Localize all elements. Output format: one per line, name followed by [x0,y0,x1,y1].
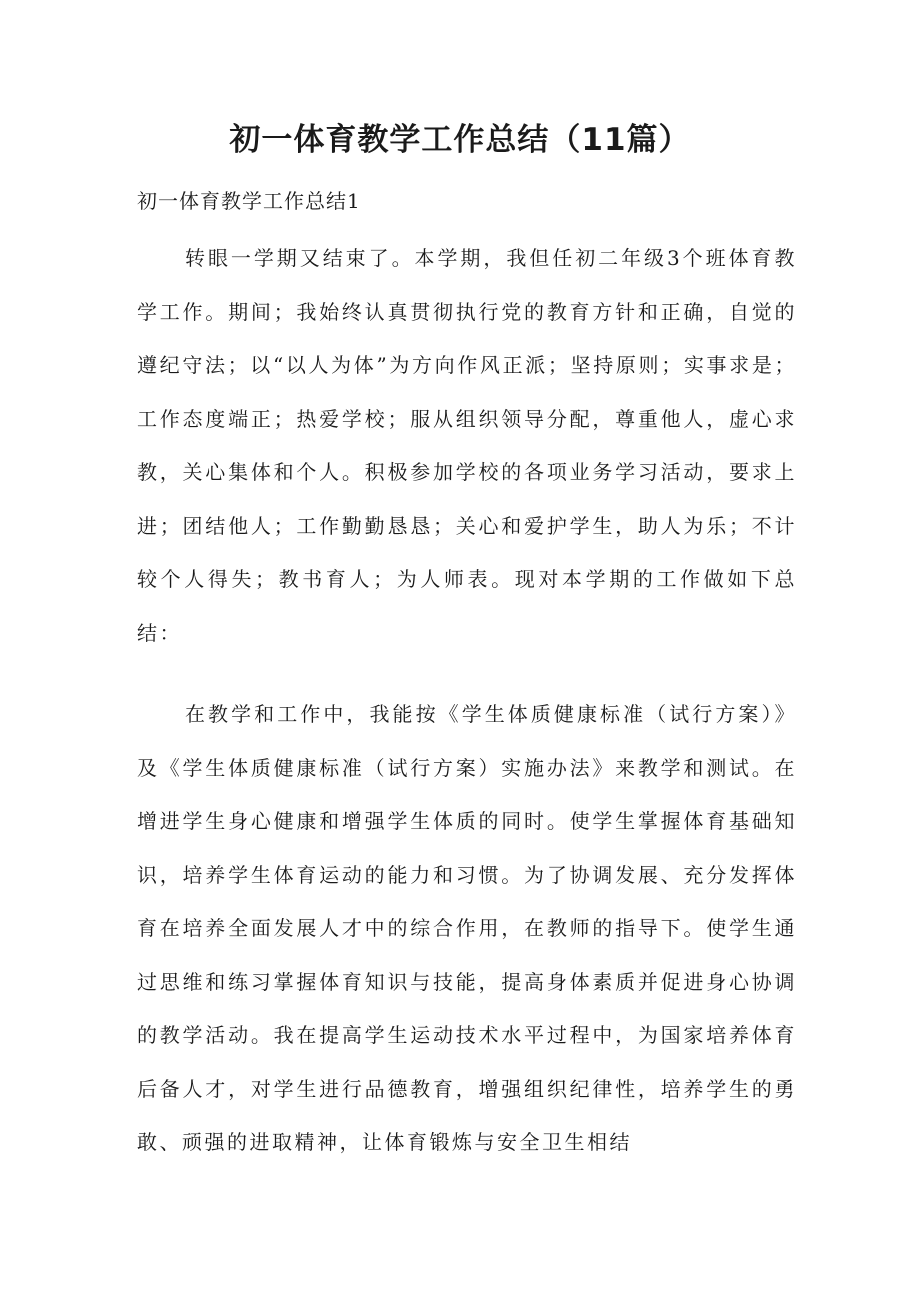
paragraph-2: 在教学和工作中，我能按《学生体质健康标准（试行方案）》及《学生体质健康标准（试行方案）实施办法》来教学和测试。在增进学生身心健康和增强学生体质的同时。使学生掌握体育基础知识，培养学生体育运动的能力和习惯。为了协调发展、充分发挥体育在培养全面发展人才中的综合作用，在教师的指导下。使学生通过思维和练习掌握体育知识与技能，提高身体素质并促进身心协调的教学活动。我在提高学生运动技术水平过程中，为国家培养体育后备人才，对学生进行品德教育，增强组织纪律性，培养学生的勇敢、顽强的进取精神，让体育锻炼与安全卫生相结 [137,702,797,1154]
section-heading: 初一体育教学工作总结1 [137,189,361,213]
document-title: 初一体育教学工作总结（11篇） [229,122,691,158]
paragraph-1: 转眼一学期又结束了。本学期，我但任初二年级3个班体育教学工作。期间；我始终认真贯彻执行党的教育方针和正确，自觉的遵纪守法；以“以人为体”为方向作风正派；坚持原则；实事求是；工作态度端正；热爱学校；服从组织领导分配，尊重他人，虚心求教，关心集体和个人。积极参加学校的各项业务学习活动，要求上进；团结他人；工作勤勤恳恳；关心和爱护学生，助人为乐；不计较个人得失；教书育人；为人师表。现对本学期的工作做如下总结： [137,246,797,645]
